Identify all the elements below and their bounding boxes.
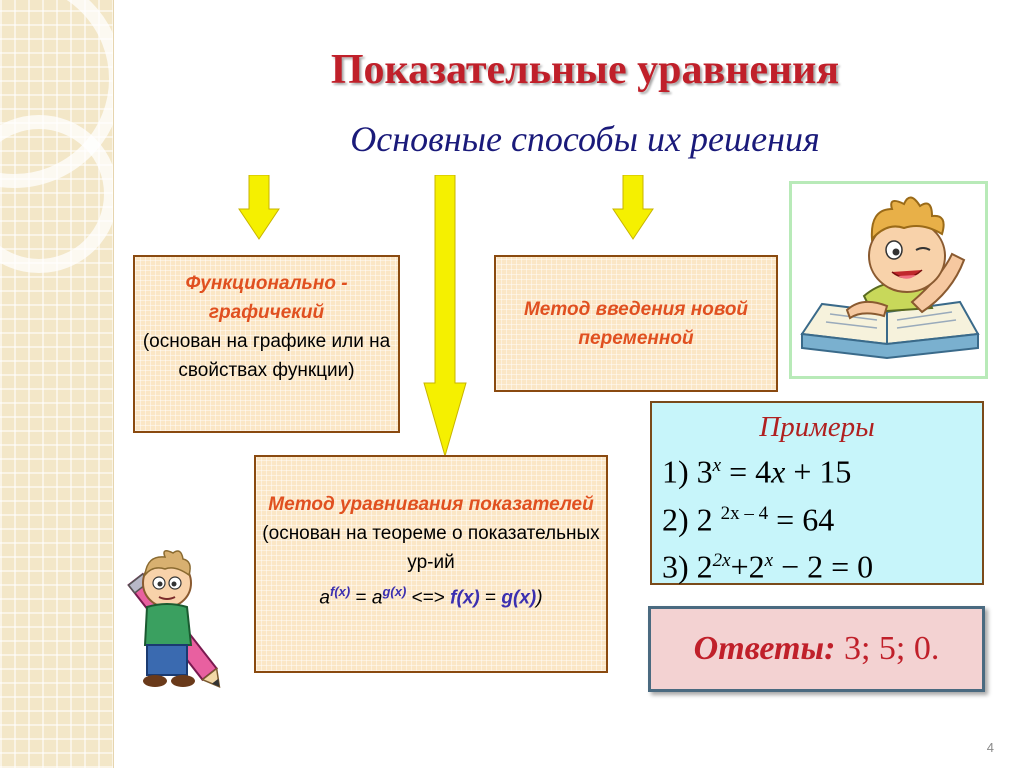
- reading-boy-illustration: [789, 181, 988, 379]
- answers-values: 3; 5; 0.: [843, 630, 940, 667]
- examples-box: [650, 401, 984, 585]
- page-number: 4: [986, 740, 994, 755]
- example-item: 1) 3$^x$ = 4x + 15: [662, 453, 852, 490]
- arrow-down-center-icon: [423, 175, 467, 458]
- page-subtitle: Основные способы их решения: [350, 119, 820, 159]
- method-box-new-variable: [494, 255, 778, 392]
- method-description: (основан на теореме о показательных ур-ий: [262, 523, 600, 573]
- method-formula: $a^{f(x)} = a^{g(x)}$ <=> f(x) = g(x)): [319, 584, 543, 609]
- method-box-graphical: [133, 255, 400, 433]
- method-box-equal-exponents: [254, 455, 608, 673]
- method-description: (основан на графике или на свойствах функции): [142, 331, 391, 381]
- page-title: Показательные уравнения: [330, 47, 840, 93]
- method-name: Метод уравнивания показателей: [268, 494, 594, 515]
- arrow-down-left-icon: [238, 175, 280, 241]
- method-name: Метод введения новой переменной: [523, 299, 749, 349]
- examples-title: Примеры: [759, 411, 875, 443]
- example-item: 3) $2^{2x}+2^x - 2 = 0$: [662, 548, 874, 585]
- example-item: 2) 2 $^{2x - 4}$ = 64: [662, 501, 835, 538]
- answers-label: Ответы: [693, 630, 825, 667]
- pencil-boy-icon: [125, 545, 225, 695]
- method-name: Функционально - графичекий: [185, 273, 348, 323]
- reading-boy-icon: [792, 184, 985, 376]
- arrow-down-right-icon: [612, 175, 654, 241]
- answers-box: Ответы: 3; 5; 0.: [648, 606, 985, 692]
- decorative-side-strip: [0, 0, 114, 768]
